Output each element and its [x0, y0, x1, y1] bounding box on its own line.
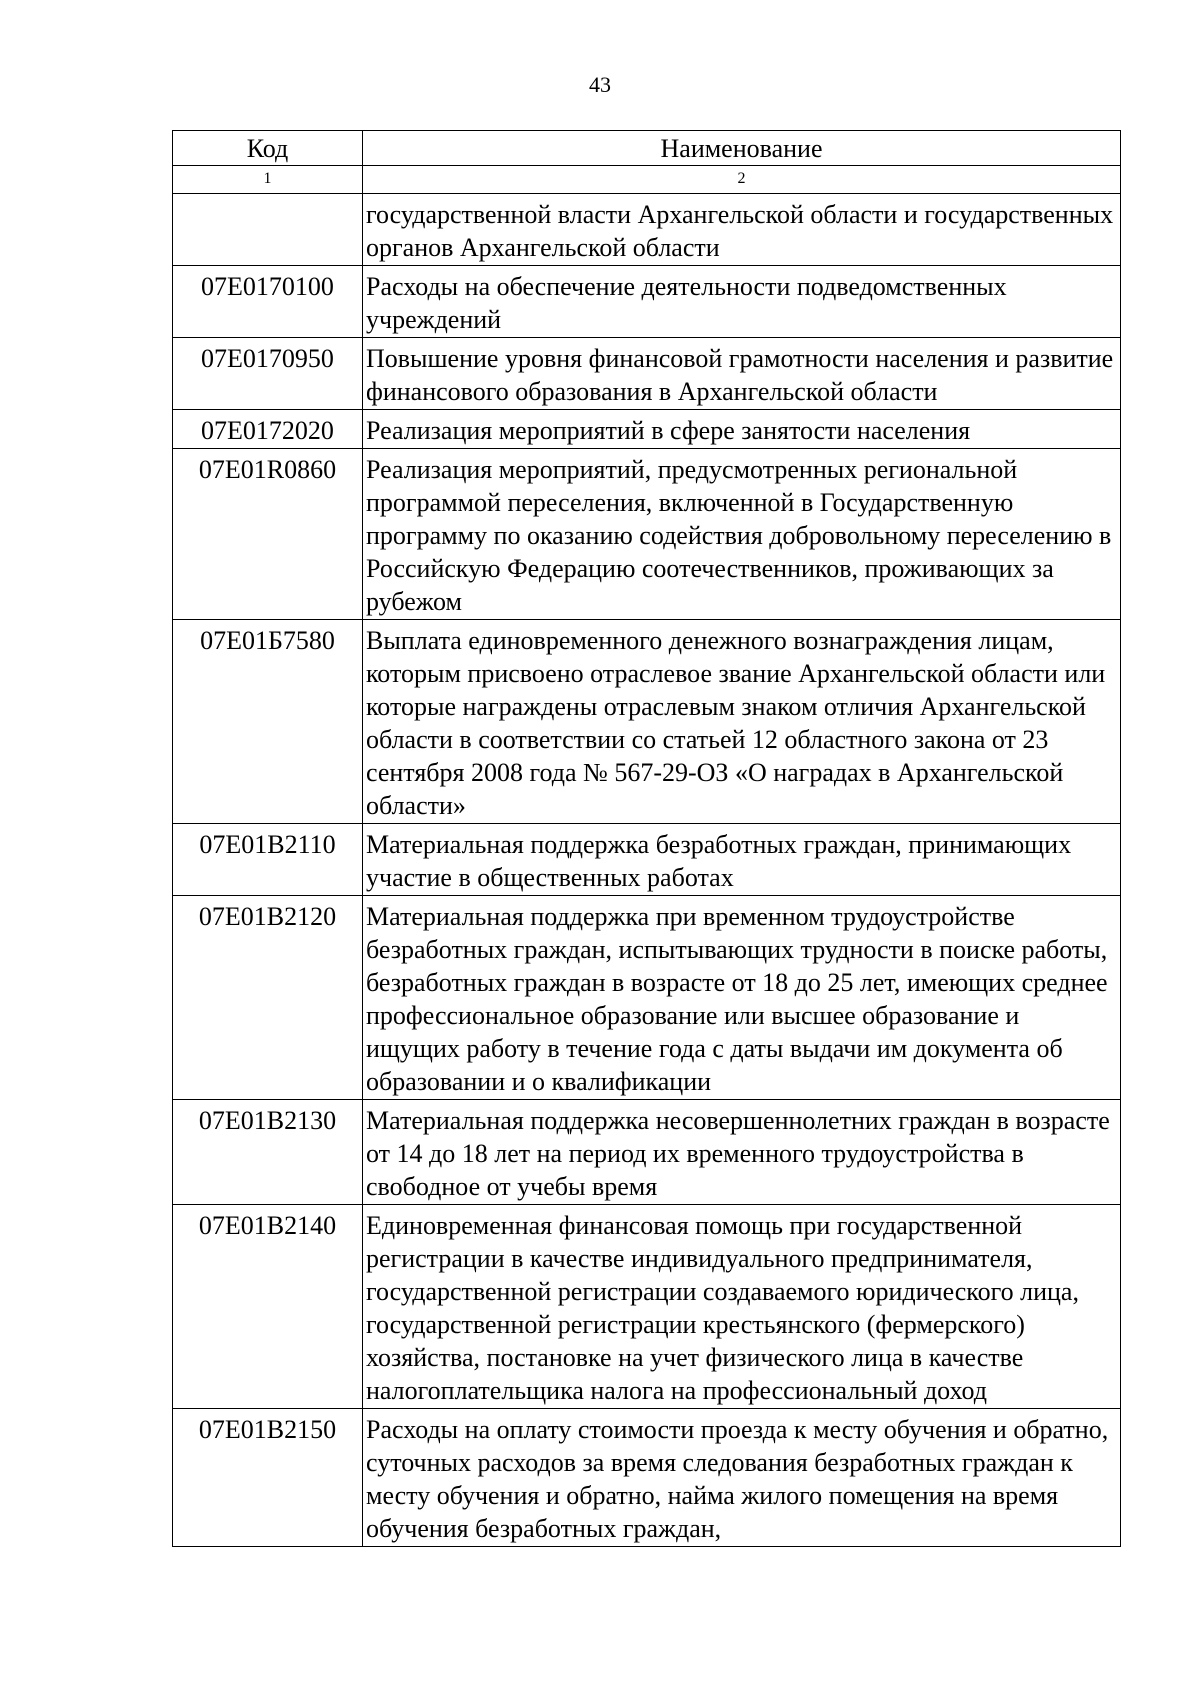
row-code: 07Е0172020: [173, 410, 363, 449]
row-name: Выплата единовременного денежного вознаграждения лицам, которым присвоено отраслевое звание Архангельской области или которые награждены отраслевым знаком отличия Архангельской области в соответствии со статьей 12 областного закона от 23 сентября 2008 года № 567-29-ОЗ «О наградах в Архангельской области»: [363, 620, 1121, 824]
row-name: Единовременная финансовая помощь при государственной регистрации в качестве индивидуального предпринимателя, государственной регистрации создаваемого юридического лица, государственной регистрации крестьянского (фермерского) хозяйства, постановке на учет физического лица в качестве налогоплательщика налога на профессиональный доход: [363, 1205, 1121, 1409]
table-header-row: [173, 131, 1121, 166]
row-code: 07Е01В2120: [173, 896, 363, 1100]
table-row: [173, 1100, 1121, 1205]
row-code: [173, 194, 363, 266]
row-code: 07Е01В2150: [173, 1409, 363, 1547]
table-row: [173, 266, 1121, 338]
row-code: 07Е01R0860: [173, 449, 363, 620]
page-number: 43: [589, 72, 611, 97]
row-code: 07Е01В2140: [173, 1205, 363, 1409]
column-header-name: Наименование: [363, 131, 1121, 166]
table-row: [173, 824, 1121, 896]
table-row: [173, 1409, 1121, 1547]
budget-classification-table: [172, 130, 1121, 1547]
column-header-code: Код: [173, 131, 363, 166]
row-code: 07Е01В2130: [173, 1100, 363, 1205]
row-name: Материальная поддержка несовершеннолетних граждан в возрасте от 14 до 18 лет на период их временного трудоустройства в свободное от учебы время: [363, 1100, 1121, 1205]
row-name: Материальная поддержка безработных граждан, принимающих участие в общественных работах: [363, 824, 1121, 896]
table-row: [173, 338, 1121, 410]
row-code: 07Е0170950: [173, 338, 363, 410]
row-name: Материальная поддержка при временном трудоустройстве безработных граждан, испытывающих трудности в поиске работы, безработных граждан в возрасте от 18 до 25 лет, имеющих среднее профессиональное образование или высшее образование и ищущих работу в течение года с даты выдачи им документа об образовании и о квалификации: [363, 896, 1121, 1100]
row-code: 07Е0170100: [173, 266, 363, 338]
table-row: [173, 1205, 1121, 1409]
column-number-code: 1: [173, 166, 363, 194]
table-row: [173, 620, 1121, 824]
column-number-row: [173, 166, 1121, 194]
row-name: Повышение уровня финансовой грамотности населения и развитие финансового образования в Архангельской области: [363, 338, 1121, 410]
table-row: [173, 410, 1121, 449]
row-code: 07Е01Б7580: [173, 620, 363, 824]
row-name: Реализация мероприятий, предусмотренных региональной программой переселения, включенной в Государственную программу по оказанию содействия добровольному переселению в Российскую Федерацию соотечественников, проживающих за рубежом: [363, 449, 1121, 620]
row-name: Расходы на обеспечение деятельности подведомственных учреждений: [363, 266, 1121, 338]
row-name: государственной власти Архангельской области и государственных органов Архангельской области: [363, 194, 1121, 266]
row-name: Реализация мероприятий в сфере занятости населения: [363, 410, 1121, 449]
table-row: [173, 449, 1121, 620]
table-row: [173, 896, 1121, 1100]
table-row: [173, 194, 1121, 266]
row-name: Расходы на оплату стоимости проезда к месту обучения и обратно, суточных расходов за время следования безработных граждан к месту обучения и обратно, найма жилого помещения на время обучения безработных граждан,: [363, 1409, 1121, 1547]
column-number-name: 2: [363, 166, 1121, 194]
row-code: 07Е01В2110: [173, 824, 363, 896]
